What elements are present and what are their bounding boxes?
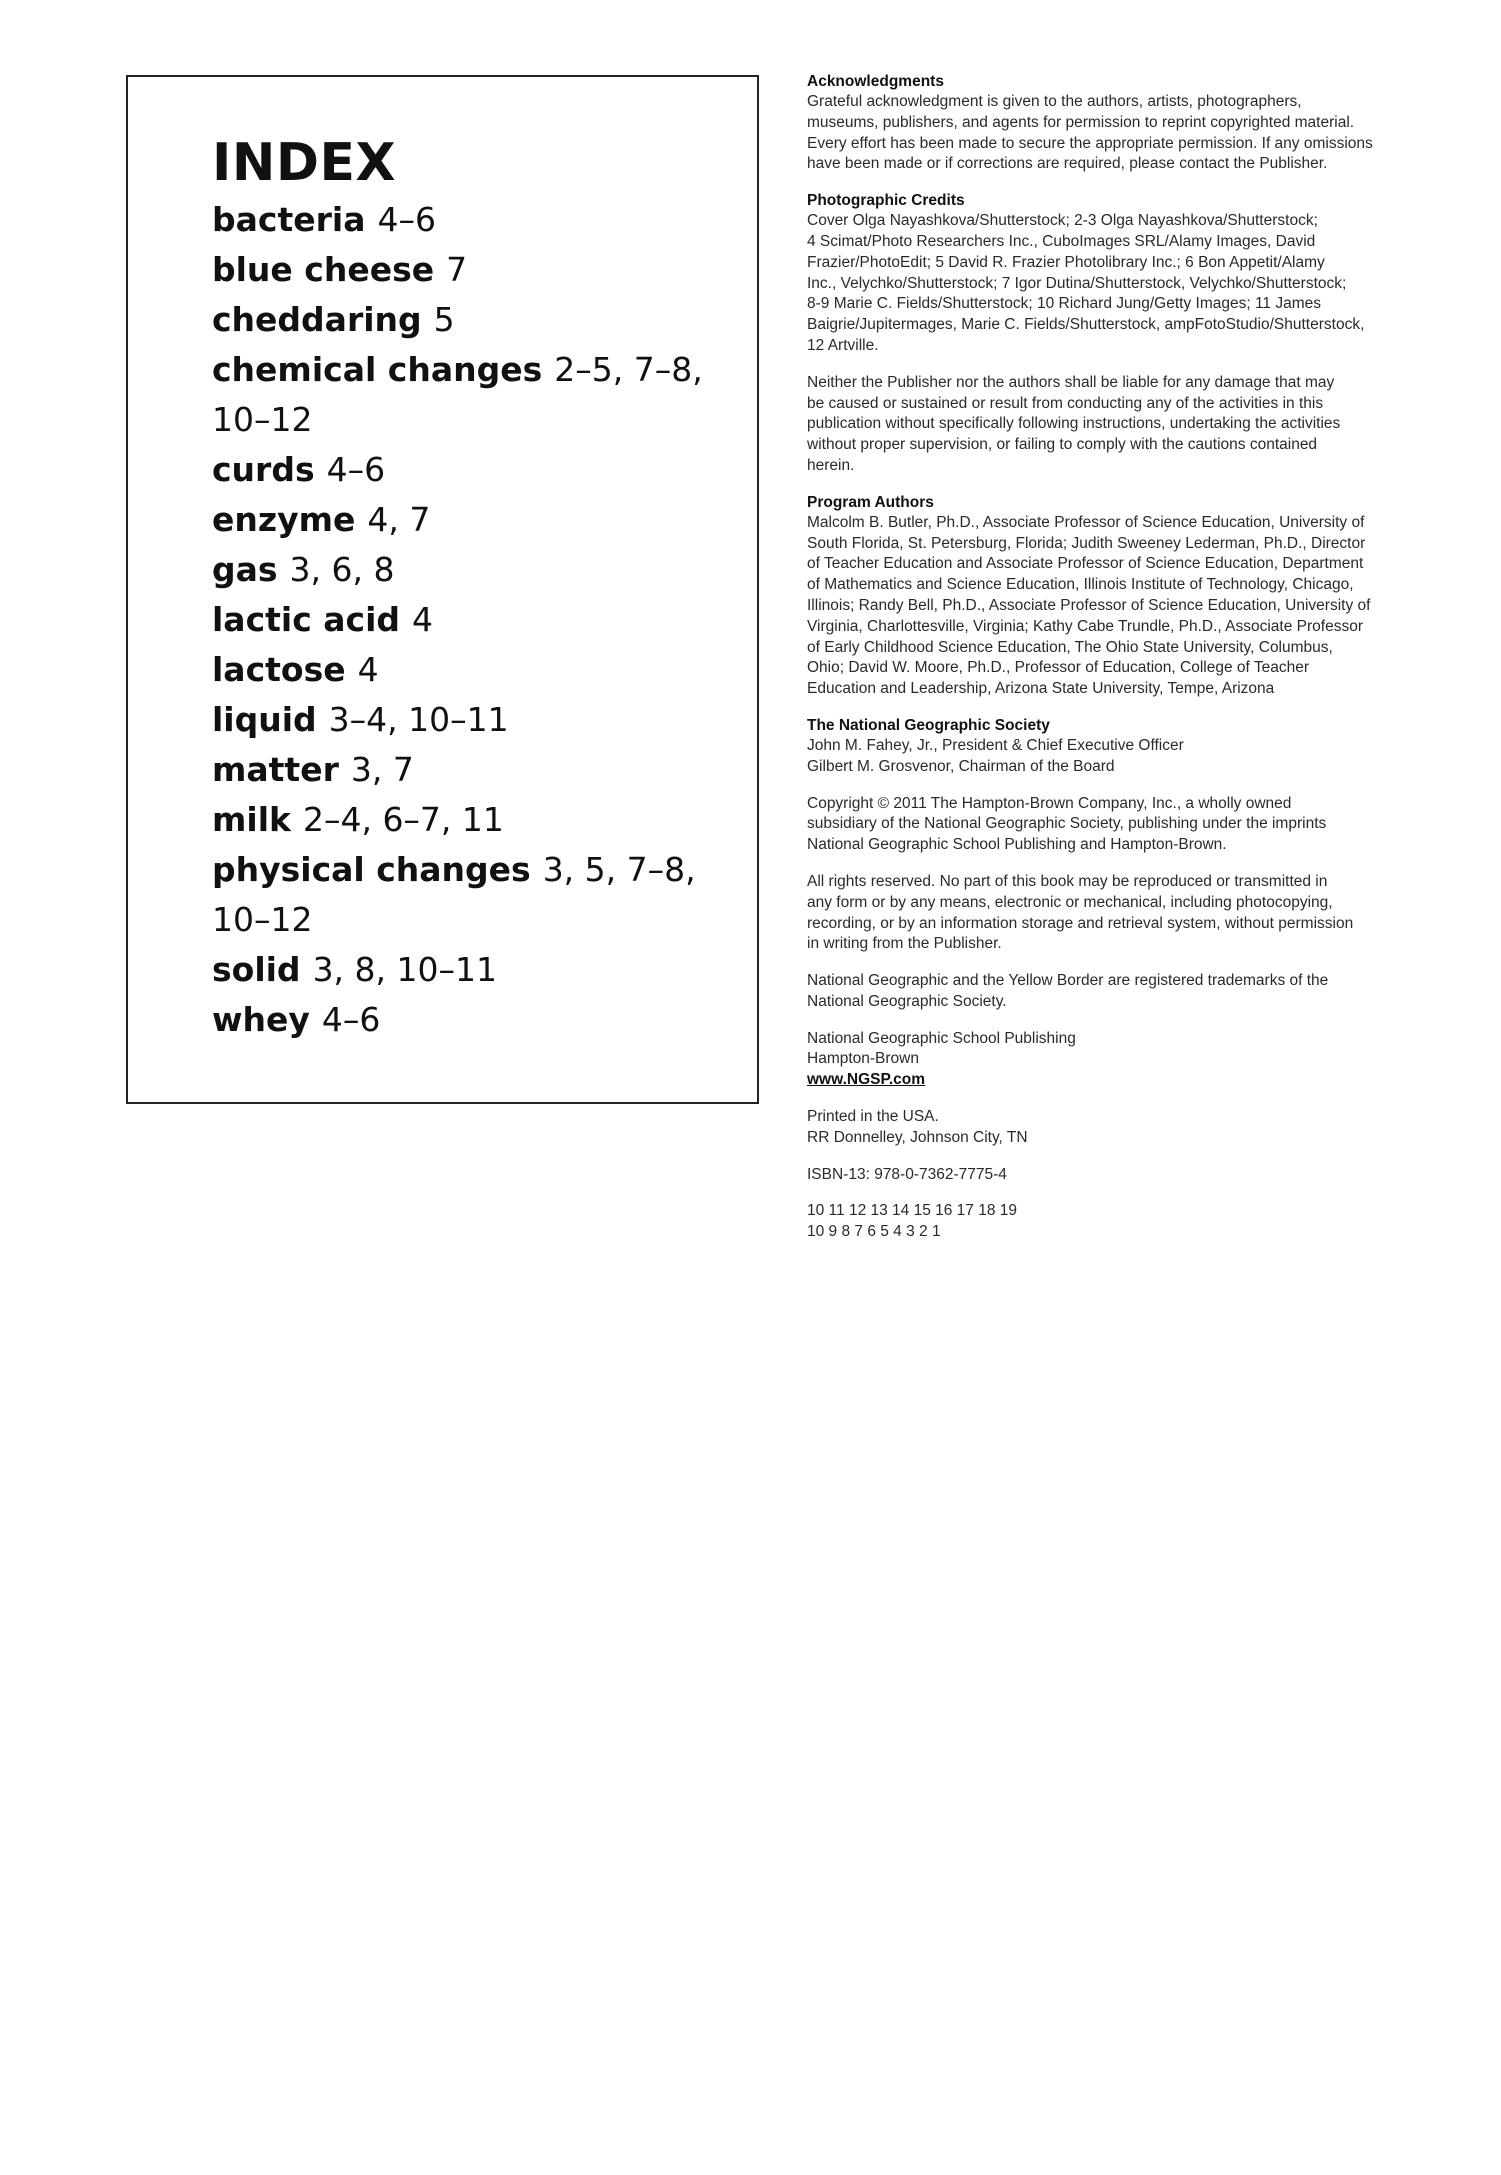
index-entry <box>212 295 717 345</box>
program-authors-line: Education and Leadership, Arizona State University, Tempe, Arizona <box>807 680 1275 698</box>
index-pages: 7 <box>446 250 468 289</box>
index-term: milk <box>212 800 291 839</box>
printed-text <box>807 1107 1407 1149</box>
copyright-text <box>807 794 1407 856</box>
ngsp-website-link[interactable]: www.NGSP.com <box>807 1071 926 1089</box>
liability-line: without proper supervision, or failing to comply with the cautions contained <box>807 436 1318 454</box>
index-term: solid <box>212 950 301 989</box>
acknowledgments-line: museums, publishers, and agents for permission to reprint copyrighted material. <box>807 113 1355 131</box>
index-pages: 4–6 <box>377 200 436 239</box>
program-authors-line: South Florida, St. Petersburg, Florida; Judith Sweeney Lederman, Ph.D., Director <box>807 534 1366 552</box>
liability-line: herein. <box>807 456 855 474</box>
copyright-section <box>807 794 1407 856</box>
credits-column <box>807 72 1407 1259</box>
liability-line: Neither the Publisher nor the authors shall be liable for any damage that may <box>807 373 1335 391</box>
photo-credits-line: Baigrie/Jupitermages, Marie C. Fields/Shutterstock, ampFotoStudio/Shutterstock, <box>807 316 1365 334</box>
ngs-line: Gilbert M. Grosvenor, Chairman of the Board <box>807 757 1115 775</box>
acknowledgments-line: Every effort has been made to secure the appropriate permission. If any omissions <box>807 134 1373 152</box>
publisher-line: Hampton-Brown <box>807 1050 919 1068</box>
photo-credits-line: 12 Artville. <box>807 336 879 354</box>
liability-line: be caused or sustained or result from conducting any of the activities in this <box>807 394 1324 412</box>
rights-line: All rights reserved. No part of this book may be reproduced or transmitted in <box>807 872 1328 890</box>
index-entry <box>212 545 717 595</box>
photo-credits-line: Cover Olga Nayashkova/Shutterstock; 2-3 Olga Nayashkova/Shutterstock; <box>807 212 1318 230</box>
acknowledgments-line: have been made or if corrections are required, please contact the Publisher. <box>807 155 1328 173</box>
liability-line: publication without specifically following instructions, undertaking the activities <box>807 415 1341 433</box>
printed-section <box>807 1107 1407 1149</box>
copyright-line: subsidiary of the National Geographic Society, publishing under the imprints <box>807 815 1327 833</box>
isbn-text: ISBN-13: 978-0-7362-7775-4 <box>807 1165 1007 1183</box>
index-pages: 3, 6, 8 <box>289 550 395 589</box>
index-pages: 4–6 <box>326 450 386 489</box>
print-run-line: 10 9 8 7 6 5 4 3 2 1 <box>807 1223 941 1241</box>
ngs-section <box>807 716 1407 778</box>
index-pages: 3, 8, 10–11 <box>312 950 497 989</box>
index-term: matter <box>212 750 339 789</box>
program-authors-line: of Early Childhood Science Education, The Ohio State University, Columbus, <box>807 638 1333 656</box>
index-entry <box>212 195 717 245</box>
index-pages-continued: 10–12 <box>212 900 313 939</box>
trademark-section <box>807 971 1407 1013</box>
rights-line: in writing from the Publisher. <box>807 935 1002 953</box>
index-term: whey <box>212 1000 310 1039</box>
acknowledgments-heading: Acknowledgments <box>807 73 944 90</box>
acknowledgments-text <box>807 92 1407 175</box>
index-term: enzyme <box>212 500 356 539</box>
program-authors-line: Ohio; David W. Moore, Ph.D., Professor of Education, College of Teacher <box>807 659 1309 677</box>
index-entry <box>212 245 717 295</box>
program-authors-line: Virginia, Charlottesville, Virginia; Kathy Cabe Trundle, Ph.D., Associate Professor <box>807 617 1363 635</box>
index-term: liquid <box>212 700 317 739</box>
publisher-section <box>807 1029 1407 1091</box>
publisher-line: National Geographic School Publishing <box>807 1029 1076 1047</box>
publisher-text <box>807 1029 1407 1071</box>
ngs-text <box>807 736 1407 778</box>
ngs-heading: The National Geographic Society <box>807 716 1050 734</box>
acknowledgments-section <box>807 72 1407 175</box>
index-entry <box>212 445 717 495</box>
photo-credits-line: 4 Scimat/Photo Researchers Inc., CuboImages SRL/Alamy Images, David <box>807 232 1316 250</box>
index-entry <box>212 795 717 845</box>
photo-credits-line: Frazier/PhotoEdit; 5 David R. Frazier Photolibrary Inc.; 6 Bon Appetit/Alamy <box>807 253 1325 271</box>
index-pages: 3, 5, 7–8, <box>542 850 696 889</box>
ngs-line: John M. Fahey, Jr., President & Chief Executive Officer <box>807 736 1184 754</box>
index-term: bacteria <box>212 200 366 239</box>
index-pages: 5 <box>433 300 455 339</box>
index-term: blue cheese <box>212 250 435 289</box>
index-entry <box>212 945 717 995</box>
print-run-section <box>807 1201 1407 1243</box>
print-run-line: 10 11 12 13 14 15 16 17 18 19 <box>807 1202 1018 1220</box>
index-pages: 4, 7 <box>367 500 431 539</box>
index-pages: 3–4, 10–11 <box>328 700 509 739</box>
index-entry <box>212 645 717 695</box>
acknowledgments-line: Grateful acknowledgment is given to the authors, artists, photographers, <box>807 93 1302 110</box>
photo-credits-text <box>807 211 1407 357</box>
photo-credits-heading: Photographic Credits <box>807 192 965 210</box>
trademark-text <box>807 971 1407 1013</box>
index-box <box>126 75 759 1104</box>
index-content <box>212 133 717 1045</box>
index-entry <box>212 845 717 895</box>
index-entry <box>212 995 717 1045</box>
liability-section <box>807 373 1407 477</box>
index-term: gas <box>212 550 278 589</box>
photo-credits-line: Inc., Velychko/Shutterstock; 7 Igor Dutina/Shutterstock, Velychko/Shutterstock; <box>807 274 1347 292</box>
rights-line: recording, or by an information storage and retrieval system, without permission <box>807 914 1354 932</box>
index-entry <box>212 345 717 395</box>
index-title: INDEX <box>212 133 397 193</box>
isbn-section <box>807 1165 1407 1186</box>
index-term: lactic acid <box>212 600 401 639</box>
printed-line: RR Donnelley, Johnson City, TN <box>807 1128 1028 1146</box>
print-run-text <box>807 1201 1407 1243</box>
index-pages: 4 <box>357 650 379 689</box>
program-authors-text <box>807 513 1407 700</box>
program-authors-heading: Program Authors <box>807 493 934 511</box>
index-list <box>212 195 717 1045</box>
copyright-line: National Geographic School Publishing and Hampton-Brown. <box>807 836 1227 854</box>
program-authors-section <box>807 493 1407 700</box>
trademark-line: National Geographic Society. <box>807 992 1007 1010</box>
program-authors-line: of Mathematics and Science Education, Illinois Institute of Technology, Chicago, <box>807 576 1354 594</box>
index-entry <box>212 745 717 795</box>
index-term: cheddaring <box>212 300 422 339</box>
index-entry <box>212 695 717 745</box>
photo-credits-line: 8-9 Marie C. Fields/Shutterstock; 10 Richard Jung/Getty Images; 11 James <box>807 295 1322 313</box>
rights-text <box>807 872 1407 955</box>
trademark-line: National Geographic and the Yellow Border are registered trademarks of the <box>807 972 1329 990</box>
rights-line: any form or by any means, electronic or mechanical, including photocopying, <box>807 893 1333 911</box>
printed-line: Printed in the USA. <box>807 1108 939 1126</box>
index-entry <box>212 495 717 545</box>
index-pages-continued: 10–12 <box>212 400 313 439</box>
rights-section <box>807 872 1407 955</box>
index-term: curds <box>212 450 315 489</box>
liability-text <box>807 373 1407 477</box>
index-pages: 2–5, 7–8, <box>554 350 703 389</box>
index-term: lactose <box>212 650 346 689</box>
program-authors-line: of Teacher Education and Associate Professor of Science Education, Department <box>807 555 1364 573</box>
index-term: chemical changes <box>212 350 543 389</box>
index-pages: 2–4, 6–7, 11 <box>302 800 504 839</box>
program-authors-line: Illinois; Randy Bell, Ph.D., Associate Professor of Science Education, University of <box>807 596 1371 614</box>
index-entry <box>212 595 717 645</box>
index-pages: 4 <box>412 600 434 639</box>
copyright-line: Copyright © 2011 The Hampton-Brown Company, Inc., a wholly owned <box>807 794 1292 812</box>
program-authors-line: Malcolm B. Butler, Ph.D., Associate Professor of Science Education, University of <box>807 513 1365 531</box>
photo-credits-section <box>807 191 1407 357</box>
index-term: physical changes <box>212 850 531 889</box>
index-pages: 3, 7 <box>350 750 414 789</box>
index-pages: 4–6 <box>321 1000 381 1039</box>
